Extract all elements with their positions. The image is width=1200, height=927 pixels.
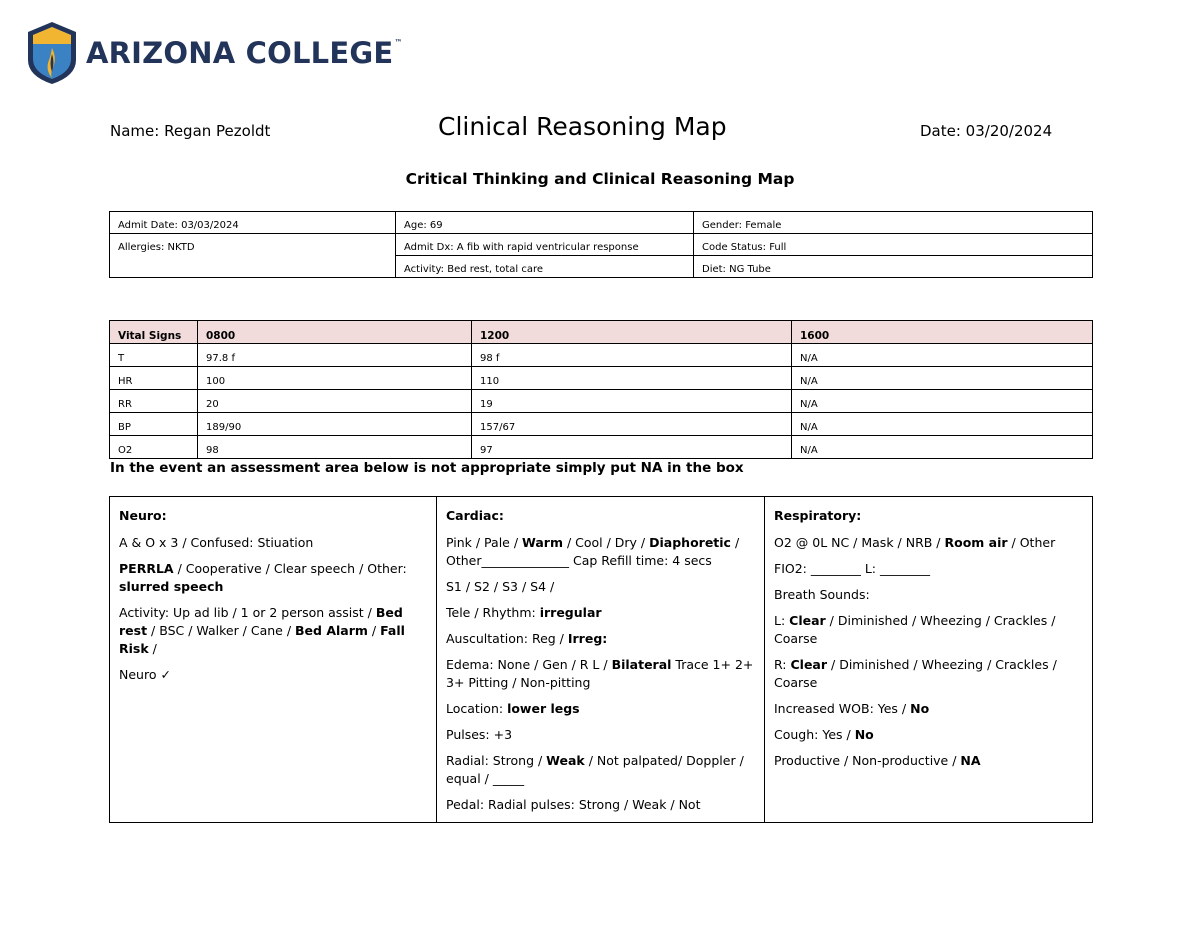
table-row [110, 413, 1093, 436]
vitals-header-cell: 0800 [198, 321, 472, 344]
vitals-header-cell: Vital Signs [110, 321, 198, 344]
vital-value: 19 [472, 390, 792, 413]
college-logo [26, 20, 403, 90]
cardiac-radial: Radial: Strong / Weak / Not palpated/ Doppler / equal / _____ [446, 753, 744, 786]
allergies-cell: Allergies: NKTD [110, 234, 396, 278]
diet-cell: Diet: NG Tube [694, 256, 1093, 278]
code-status-cell: Code Status: Full [694, 234, 1093, 256]
assessment-note: In the event an assessment area below is not appropriate simply put NA in the box [110, 460, 744, 476]
vital-value: N/A [792, 367, 1093, 390]
cardiac-pulses: Pulses: +3 [446, 727, 513, 742]
vital-value: 157/67 [472, 413, 792, 436]
vital-label: RR [110, 390, 198, 413]
neuro-aox: A & O x 3 / Confused: Stiuation [119, 535, 314, 550]
vital-value: 100 [198, 367, 472, 390]
shield-logo-icon [26, 20, 78, 86]
resp-left: L: Clear / Diminished / Wheezing / Crackles / Coarse [774, 613, 1056, 646]
logo-wordmark: ARIZONA COLLEGE™ [86, 36, 403, 70]
vital-value: 97.8 f [198, 344, 472, 367]
table-row [110, 436, 1093, 459]
resp-fio2: FIO2: ________ L: ________ [774, 561, 930, 576]
vital-value: N/A [792, 390, 1093, 413]
resp-o2: O2 @ 0L NC / Mask / NRB / Room air / Other [774, 535, 1056, 550]
vitals-header-cell: 1600 [792, 321, 1093, 344]
table-row [110, 390, 1093, 413]
table-row [110, 367, 1093, 390]
vital-value: N/A [792, 413, 1093, 436]
resp-cough: Cough: Yes / No [774, 727, 874, 742]
cardiac-edema: Edema: None / Gen / R L / Bilateral Trace 1+ 2+ 3+ Pitting / Non-pitting [446, 657, 754, 690]
neuro-check: Neuro ✓ [119, 667, 171, 682]
gender-cell: Gender: Female [694, 212, 1093, 234]
resp-right: R: Clear / Diminished / Wheezing / Crackles / Coarse [774, 657, 1057, 690]
vital-label: T [110, 344, 198, 367]
resp-breath-sounds: Breath Sounds: [774, 587, 870, 602]
vital-value: 189/90 [198, 413, 472, 436]
assessment-table [109, 496, 1093, 823]
cardiac-tele: Tele / Rhythm: irregular [446, 605, 602, 620]
vitals-header-row [110, 321, 1093, 344]
vital-value: 20 [198, 390, 472, 413]
cardiac-location: Location: lower legs [446, 701, 580, 716]
cardiac-color: Pink / Pale / Warm / Cool / Dry / Diaphoretic / Other______________ Cap Refill time: 4 secs [446, 535, 740, 568]
vital-value: 97 [472, 436, 792, 459]
neuro-activity: Activity: Up ad lib / 1 or 2 person assist / Bed rest / BSC / Walker / Cane / Bed Alarm / Fall Risk / [119, 605, 405, 656]
neuro-cell [110, 497, 437, 823]
date-field: Date: 03/20/2024 [920, 122, 1053, 140]
vital-value: 98 [198, 436, 472, 459]
cardiac-cell [437, 497, 765, 823]
resp-productive: Productive / Non-productive / NA [774, 753, 981, 768]
cardiac-heading: Cardiac: [446, 508, 504, 523]
admit-dx-cell: Admit Dx: A fib with rapid ventricular response [396, 234, 694, 256]
table-row [110, 344, 1093, 367]
resp-wob: Increased WOB: Yes / No [774, 701, 930, 716]
activity-cell: Activity: Bed rest, total care [396, 256, 694, 278]
patient-info-table [109, 211, 1093, 278]
page-subtitle: Critical Thinking and Clinical Reasoning Map [405, 170, 795, 188]
vital-label: O2 [110, 436, 198, 459]
cardiac-pedal: Pedal: Radial pulses: Strong / Weak / Not [446, 797, 701, 812]
neuro-perrla: PERRLA / Cooperative / Clear speech / Other: slurred speech [119, 561, 407, 594]
vital-value: N/A [792, 436, 1093, 459]
vitals-header-cell: 1200 [472, 321, 792, 344]
cardiac-sounds: S1 / S2 / S3 / S4 / [446, 579, 555, 594]
vital-label: HR [110, 367, 198, 390]
vital-label: BP [110, 413, 198, 436]
admit-date-cell: Admit Date: 03/03/2024 [110, 212, 396, 234]
vital-signs-table [109, 320, 1093, 459]
page-title: Clinical Reasoning Map [438, 112, 727, 141]
respiratory-cell [765, 497, 1093, 823]
cardiac-auscultation: Auscultation: Reg / Irreg: [446, 631, 608, 646]
student-name: Name: Regan Pezoldt [110, 122, 271, 140]
age-cell: Age: 69 [396, 212, 694, 234]
vital-value: 98 f [472, 344, 792, 367]
neuro-heading: Neuro: [119, 508, 167, 523]
vital-value: N/A [792, 344, 1093, 367]
vital-value: 110 [472, 367, 792, 390]
respiratory-heading: Respiratory: [774, 508, 862, 523]
